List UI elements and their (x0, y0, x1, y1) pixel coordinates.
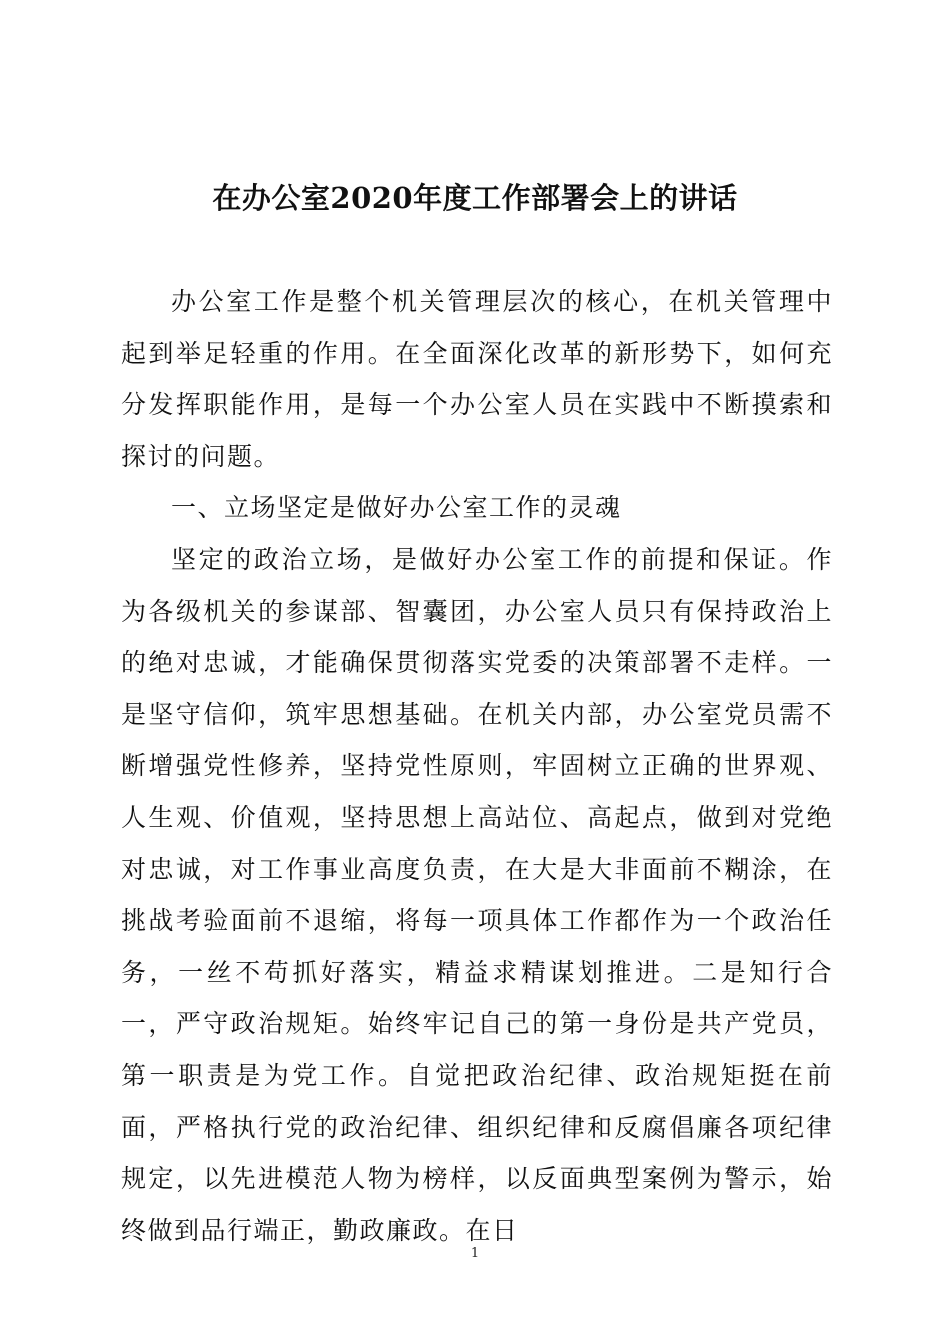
paragraph-section-1: 坚定的政治立场，是做好办公室工作的前提和保证。作为各级机关的参谋部、智囊团，办公室人员只有保持政治上的绝对忠诚，才能确保贯彻落实党委的决策部署不走样。一是坚守信仰，筑牢思想基础。在机关内部，办公室党员需不断增强党性修养，坚持党性原则，牢固树立正确的世界观、人生观、价值观，坚持思想上高站位、高起点，做到对党绝对忠诚，对工作事业高度负责，在大是大非面前不糊涂，在挑战考验面前不退缩，将每一项具体工作都作为一个政治任务，一丝不苟抓好落实，精益求精谋划推进。二是知行合一，严守政治规矩。始终牢记自己的第一身份是共产党员，第一职责是为党工作。自觉把政治纪律、政治规矩挺在前面，严格执行党的政治纪律、组织纪律和反腐倡廉各项纪律规定，以先进模范人物为榜样，以反面典型案例为警示，始终做到品行端正，勤政廉政。在日 (121, 544, 833, 1245)
document-title: 在办公室2020年度工作部署会上的讲话 (212, 181, 738, 215)
paragraph-intro: 办公室工作是整个机关管理层次的核心，在机关管理中起到举足轻重的作用。在全面深化改革的新形势下，如何充分发挥职能作用，是每一个办公室人员在实践中不断摸索和探讨的问题。 (121, 287, 833, 471)
section-heading-1: 一、立场坚定是做好办公室工作的灵魂 (171, 493, 622, 523)
page-number: 1 (470, 1246, 480, 1261)
document-body (121, 276, 833, 1256)
